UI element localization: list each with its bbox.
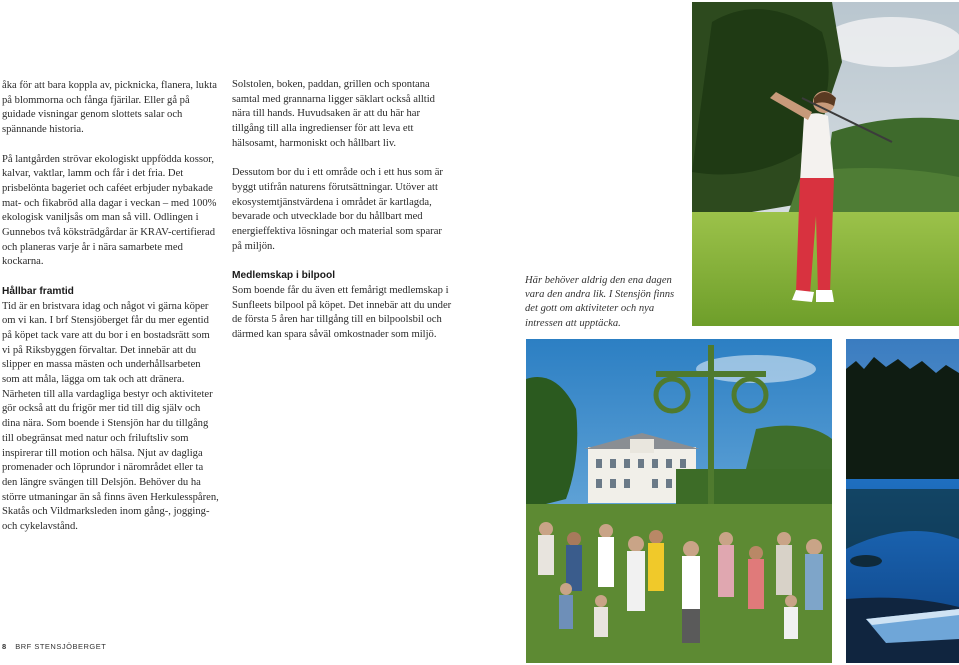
photo-caption: Här behöver aldrig den ena dagen vara den andra lik. I Stensjön finns det gott om aktiviteter och nya intressen att upptäcka. xyxy=(525,275,675,329)
publication-name: BRF STENSJÖBERGET xyxy=(15,642,107,651)
section-heading-car-pool: Medlemskap i bilpool xyxy=(232,270,336,282)
midsummer-photo xyxy=(526,339,832,663)
text-column-middle xyxy=(232,78,454,357)
paragraph-lifestyle: Solstolen, boken, paddan, grillen och spontana samtal med grannarna ligger säklart också alltid nära till hands. Huvudsaken är att du här har tillgång till alla ingredienser för att leva ett hälsosamt, harmoniskt och hållbart liv. xyxy=(232,79,435,149)
golf-photo xyxy=(692,2,959,326)
text-column-left xyxy=(2,79,220,549)
section-heading-sustainable-future: Hållbar framtid xyxy=(2,285,74,297)
page-number: 8 xyxy=(2,642,7,651)
paragraph-intro: åka för att bara koppla av, picknicka, flanera, lukta på blommorna och fånga fjärilar. Eller gå på guidade visningar genom slottets salar och spännande historia. xyxy=(2,80,217,136)
paragraph-sustainable-future: Tid är en bristvara idag och något vi gärna köper om vi kan. I brf Stensjöberget får du mer egentid på köpet tack vare att du bor i en bostadsrätt som vi på Riksbyggen förvaltar. Det innebär att du slipper en massa mästen och underhållsarbeten som att måla, lägga om tak och att dränera. Närheten till alla vardagliga bestyr och aktiviteter gör också att du frigör mer tid till dig själv och dina nära. Som boende i Stensjön har du tillgång till obegränsat med natur och friluftsliv som inspirerar till motion och hälsa. Njut av dagliga promenader och löprundor i närområdet eller ta den längre svängen till Delsjön. Behöver du ha större utmaningar än så finns även Herkulesspåren, Skatås och Vildmarksleden inom gång-, jogging- och cykelavstånd. xyxy=(2,300,219,533)
paragraph-nature: Dessutom bor du i ett område och i ett hus som är byggt utifrån naturens förutsättningar. Utöver att ekosystemtjänstvärdena i området är kartlagda, bevarade och utvecklade bor du hållbart med energieffektiva lösningar och material som sparar på miljön. xyxy=(232,167,443,252)
lake-photo xyxy=(846,339,959,663)
paragraph-farm: På lantgården strövar ekologiskt uppfödda kossor, kalvar, vaktlar, lamm och får i det fria. Det prisbelönta bageriet och caféet erbjuder nybakade mat- och fikabröd alla dagar i veckan – med 100% ekologisk vaniljsås om man så vill. Odlingen i Gunnebos två köksträdgårdar är KRAV-certifierad och planeras varje år i nära samarbete med kockarna. xyxy=(2,153,217,268)
page-footer xyxy=(2,642,106,651)
paragraph-car-pool: Som boende får du även ett femårigt medlemskap i Sunfleets bilpool på köpet. Det innebär att du under de första 5 åren har tillgång till en bilpoolsbil och därmed kan spara såväl omkostnader som miljö. xyxy=(232,284,452,340)
